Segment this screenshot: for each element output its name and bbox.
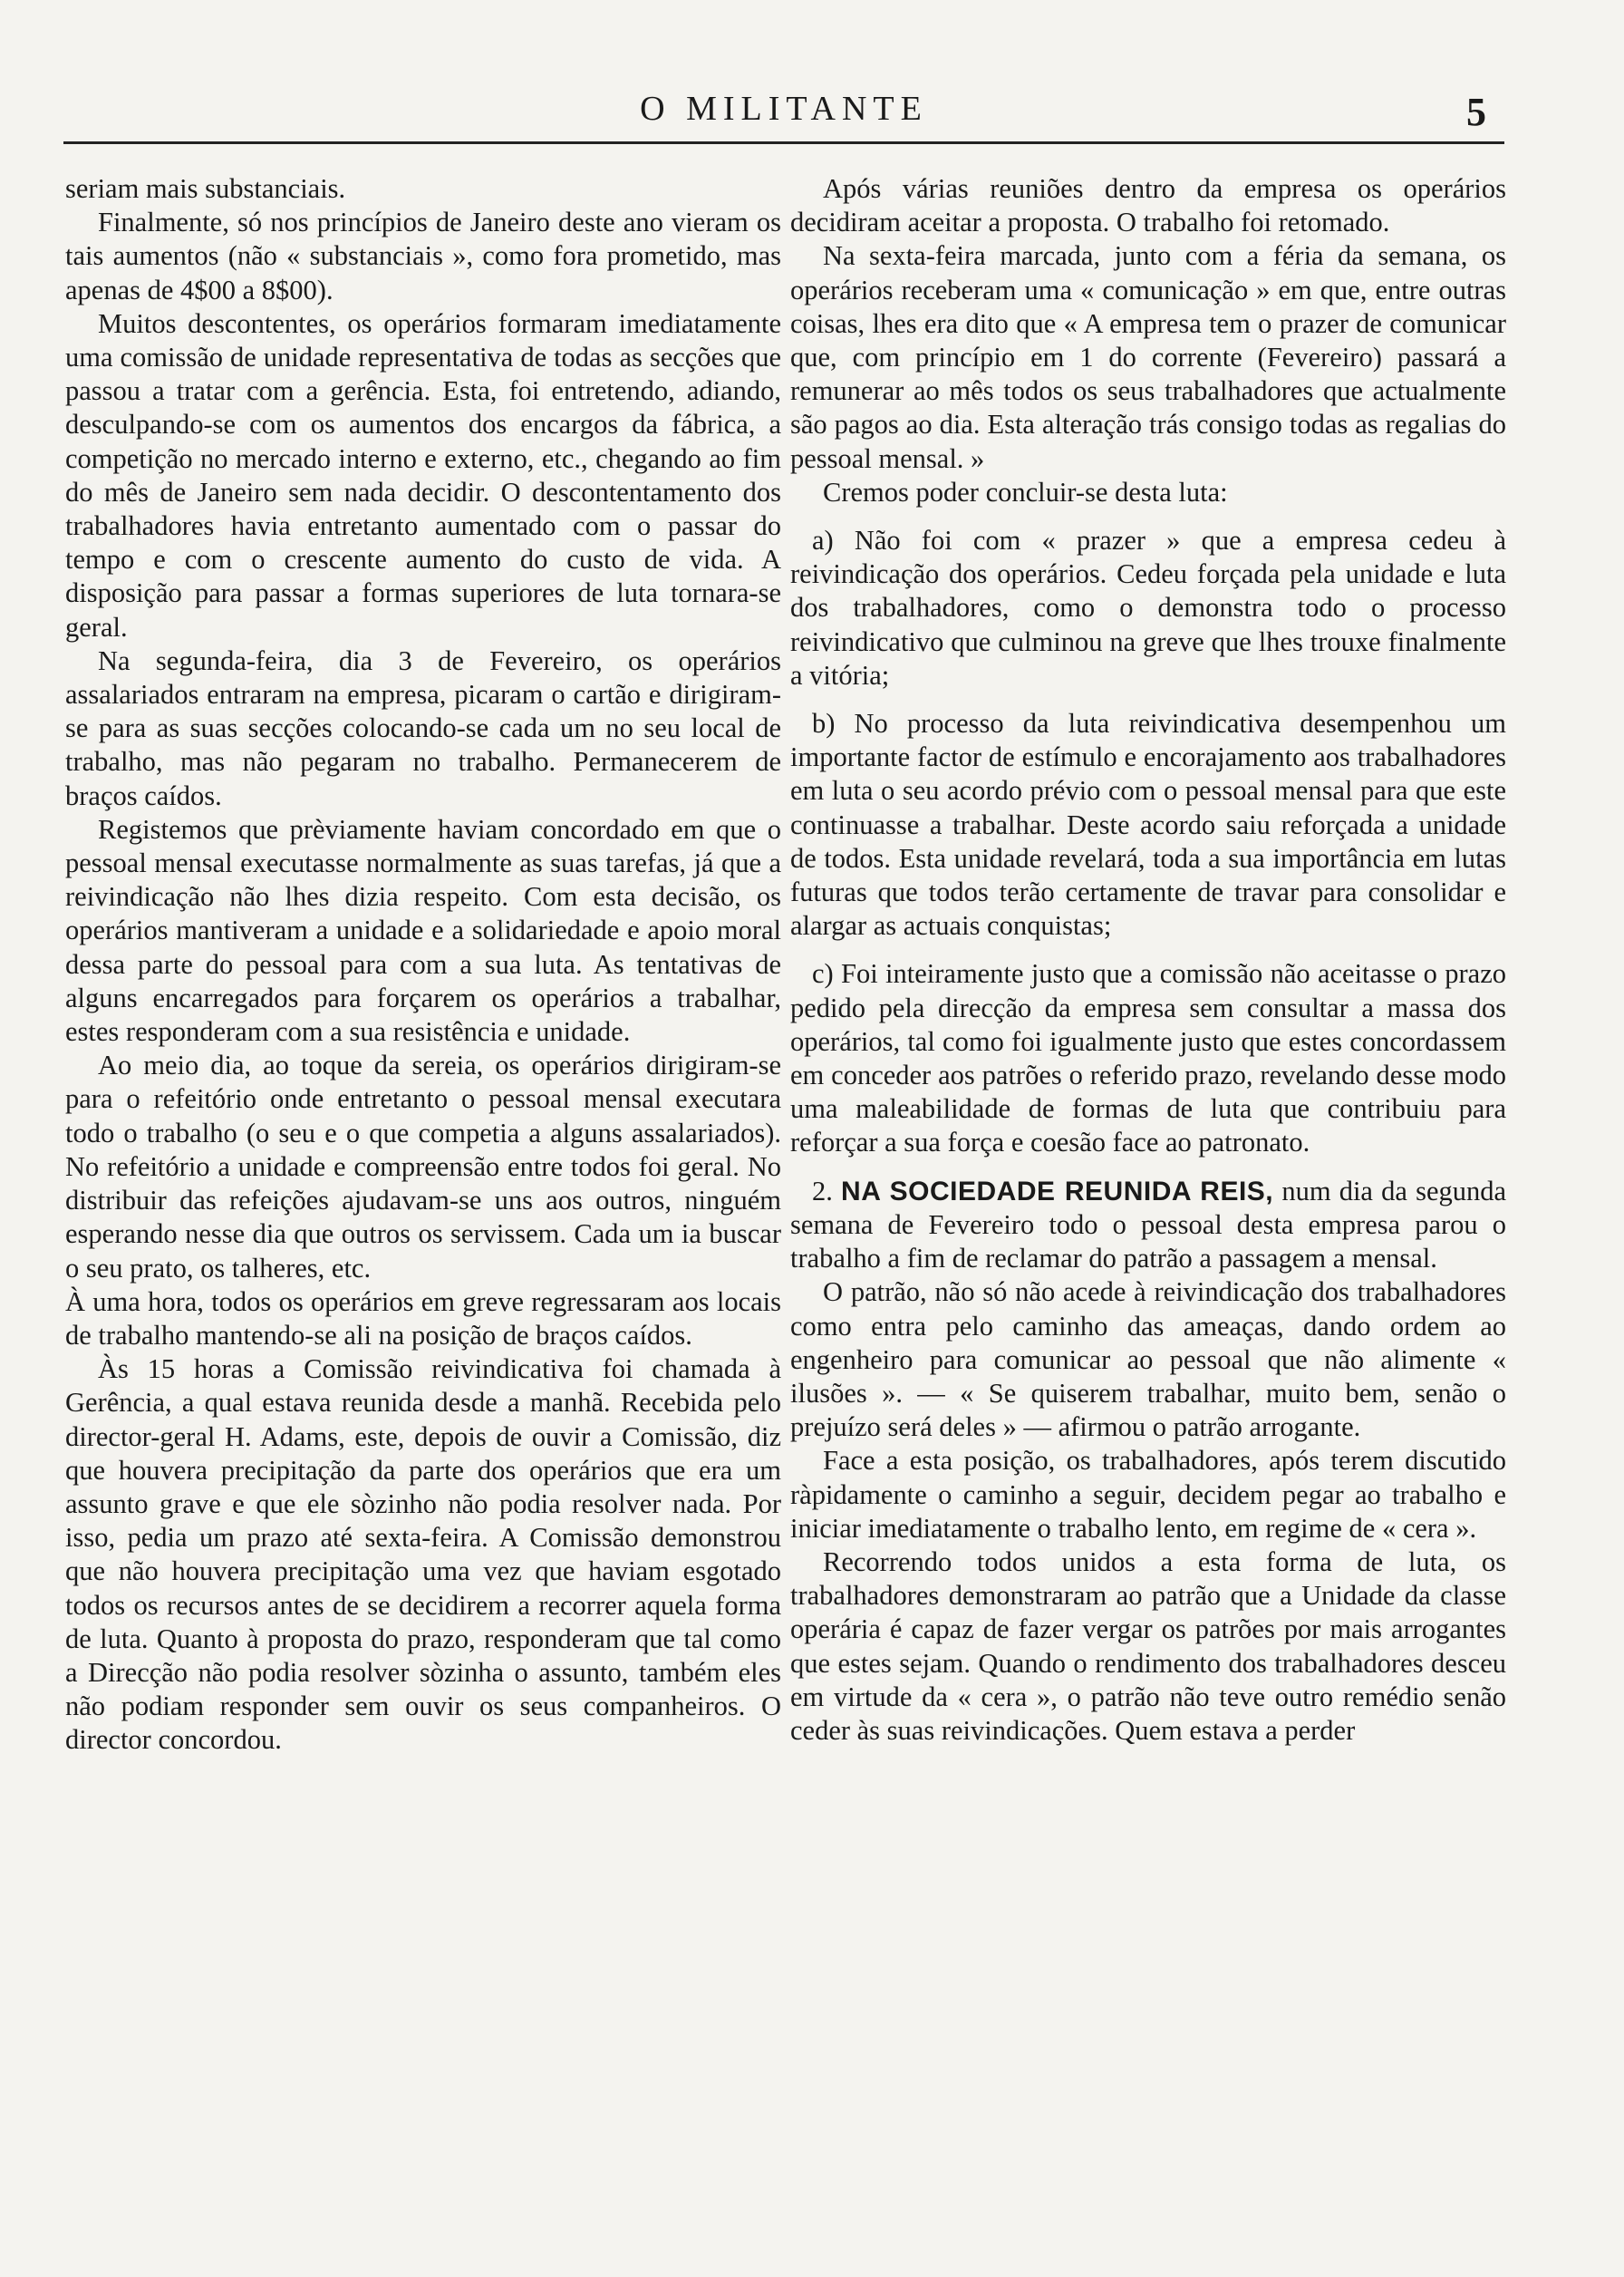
paragraph: Face a esta posição, os trabalhadores, após terem discutido ràpidamente o caminho a seguir, decidem pegar ao trabalho e iniciar imediatamente o trabalho lento, em regime de « cera ». bbox=[790, 1445, 1506, 1544]
header-rule bbox=[63, 141, 1504, 144]
page-number: 5 bbox=[1466, 90, 1486, 134]
paragraph: Às 15 horas a Comissão reivindicativa foi chamada à Gerência, a qual estava reunida desde a manhã. Recebida pelo director-geral H. Adams, este, depois de ouvir a Comissão, diz que houvera precipitação da parte dos operários que era um assunto grave e que ele sòzinho não podia resolver nada. Por isso, pedia um prazo até sexta-feira. A Comissão demonstrou que não houvera precipitação uma vez que haviam esgotado todos os recursos antes de se decidirem a recorrer aquela forma de luta. Quanto à proposta do prazo, responderam que tal como a Direcção não podia resolver sòzinha o assunto, também eles não podiam responder sem ouvir os seus companheiros. O director concordou. bbox=[65, 1353, 781, 1756]
paragraph: O patrão, não só não acede à reivindicação dos trabalhadores como entra pelo caminho das ameaças, dando ordem ao engenheiro para comunicar ao pessoal que não alimente « ilusões ». — « Se quiserem trabalhar, muito bem, senão o prejuízo será deles » — afirmou o patrão arrogante. bbox=[790, 1276, 1506, 1443]
conclusion-item-b: b) No processo da luta reivindicativa desempenhou um importante factor de estímulo e encorajamento aos trabalhadores em luta o seu acordo prévio com o pessoal mensal para que este continuasse a trabalhar. Deste acordo saiu reforçada a unidade de todos. Esta unidade revelará, toda a sua importância em lutas futuras que todos terão certamente de travar para consolidar e alargar as actuais conquistas; bbox=[790, 708, 1506, 942]
paragraph: À uma hora, todos os operários em greve regressaram aos locais de trabalho mantendo-se ali na posição de braços caídos. bbox=[65, 1285, 781, 1351]
paragraph: Ao meio dia, ao toque da sereia, os operários dirigiram-se para o refeitório onde entretanto o pessoal mensal executara todo o trabalho (o seu e o que competia a alguns assalariados). No refeitório a unidade e compreensão entre todos foi geral. No distribuir das refeições ajudavam-se uns aos outros, ninguém esperando nesse dia que outros os servissem. Cada um ia buscar o seu prato, os talheres, etc. bbox=[65, 1050, 781, 1284]
paragraph: seriam mais substanciais. bbox=[65, 173, 346, 204]
paragraph: Registemos que prèviamente haviam concordado em que o pessoal mensal executasse normalmente as suas tarefas, já que a reivindicação não lhes dizia respeito. Com esta decisão, os operários mantiveram a unidade e a solidariedade e apoio moral dessa parte do pessoal para com a sua luta. As tentativas de alguns encarregados para forçarem os operários a trabalhar, estes responderam com a sua resistência e unidade. bbox=[65, 813, 781, 1048]
conclusion-item-a: a) Não foi com « prazer » que a empresa cedeu à reivindicação dos operários. Cedeu forçada pela unidade e luta dos trabalhadores, como o demonstra todo o processo reivindicativo que culminou na greve que lhes trouxe finalmente a vitória; bbox=[790, 525, 1506, 691]
paragraph: Após várias reuniões dentro da empresa os operários decidiram aceitar a proposta. O trabalho foi retomado. bbox=[790, 173, 1506, 238]
paragraph: Cremos poder concluir-se desta luta: bbox=[823, 476, 1228, 508]
section-number: 2. bbox=[812, 1175, 833, 1206]
paragraph: Na sexta-feira marcada, junto com a féria da semana, os operários receberam uma « comunicação » em que, entre outras coisas, lhes era dito que « A empresa tem o prazer de comunicar que, com princípio em 1 do corrente (Fevereiro) passará a remunerar ao mês todos os seus trabalhadores que actualmente são pagos ao dia. Esta alteração trás consigo todas as regalias do pessoal mensal. » bbox=[790, 240, 1506, 474]
conclusion-item-c: c) Foi inteiramente justo que a comissão não aceitasse o prazo pedido pela direcção da empresa sem consultar a massa dos operários, tal como foi igualmente justo que estes concordassem em conceder aos patrões o referido prazo, revelando desse modo uma maleabilidade de formas de luta que contribuiu para reforçar a sua força e coesão face ao patronato. bbox=[790, 958, 1506, 1158]
paragraph: Finalmente, só nos princípios de Janeiro deste ano vieram os tais aumentos (não « substanciais », como fora prometido, mas apenas de 4$00 a 8$00). bbox=[65, 207, 781, 305]
page-header bbox=[63, 89, 1504, 147]
paragraph: Muitos descontentes, os operários formaram imediatamente uma comissão de unidade representativa de todas as secções que passou a tratar com a gerência. Esta, foi entretendo, adiando, desculpando-se com os aumentos dos encargos da fábrica, a competição no mercado interno e externo, etc., chegando ao fim do mês de Janeiro sem nada decidir. O descontentamento dos trabalhadores havia entretanto aumentado com o passar do tempo e com o crescente aumento do custo de vida. A disposição para passar a formas superiores de luta tornara-se geral. bbox=[65, 307, 781, 643]
section-heading: NA SOCIEDADE REUNIDA REIS, bbox=[841, 1176, 1274, 1206]
publication-title: O MILITANTE bbox=[640, 90, 928, 128]
paragraph: Recorrendo todos unidos a esta forma de luta, os trabalhadores demonstraram ao patrão que a Unidade da classe operária é capaz de fazer vergar os patrões por mais arrogantes que estes sejam. Quando o rendimento dos trabalhadores desceu em virtude da « cera », o patrão não teve outro remédio senão ceder às suas reivindicações. Quem estava a perder bbox=[790, 1545, 1506, 1746]
right-column bbox=[790, 172, 1506, 2230]
left-column bbox=[65, 172, 781, 2230]
paragraph: Na segunda-feira, dia 3 de Fevereiro, os operários assalariados entraram na empresa, picaram o cartão e dirigiram-se para as suas secções colocando-se cada um no seu local de trabalho, mas não pegaram no trabalho. Permanecerem de braços caídos. bbox=[65, 644, 781, 811]
section-text: num dia da segunda semana de Fevereiro todo o pessoal desta empresa parou o trabalho a fim de reclamar do patrão a passagem a mensal. bbox=[790, 1175, 1506, 1274]
section-2-paragraph bbox=[790, 1175, 1506, 1276]
